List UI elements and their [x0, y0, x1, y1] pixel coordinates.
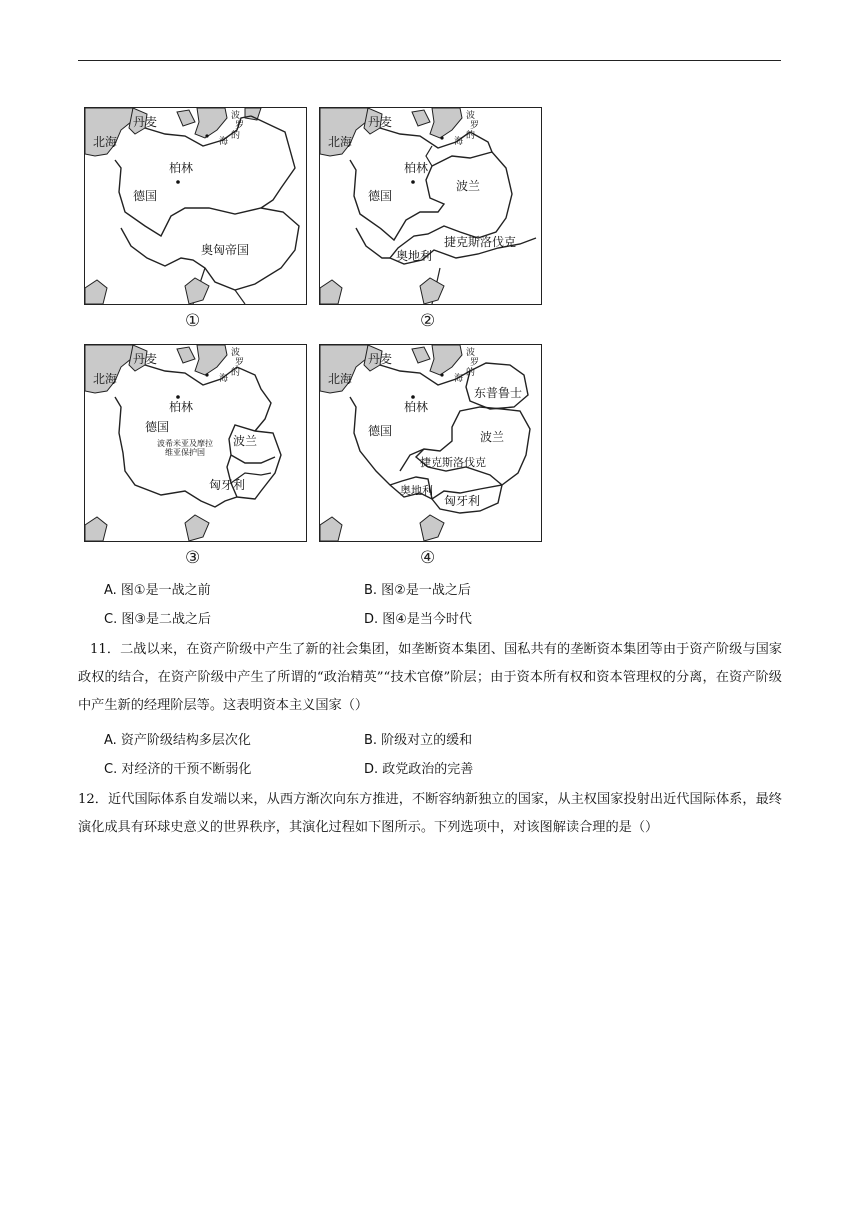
label-hungary: 匈牙利	[444, 494, 481, 508]
q11-option-d[interactable]: D. 政党政治的完善	[364, 762, 474, 777]
map-2	[319, 107, 542, 305]
label-germany: 德国	[368, 189, 393, 203]
label-denmark: 丹麦	[368, 115, 393, 129]
q11-option-a[interactable]: A. 资产阶级结构多层次化	[104, 733, 251, 748]
label-czechoslovakia: 捷克斯洛伐克	[420, 456, 486, 469]
label-protectorate: 波希米亚及摩拉维亚保护国	[157, 439, 213, 458]
label-north-sea: 北海	[328, 135, 353, 149]
label-baltic-1: 波	[466, 111, 476, 121]
label-berlin: 柏林	[169, 161, 194, 175]
map-4-drawing	[320, 345, 541, 541]
label-berlin: 柏林	[169, 400, 194, 414]
label-denmark: 丹麦	[133, 352, 158, 366]
label-baltic-3: 的	[466, 368, 476, 378]
label-baltic-1: 波	[231, 348, 241, 358]
label-baltic-1: 波	[466, 348, 476, 358]
map-1-caption: ①	[185, 311, 201, 331]
label-berlin: 柏林	[404, 400, 429, 414]
label-north-sea: 北海	[93, 372, 118, 386]
label-germany: 德国	[133, 189, 158, 203]
q12-stem: 12．近代国际体系自发端以来，从西方渐次向东方推进，不断容纳新独立的国家，从主权国家投射出近代国际体系，最终演化成具有环球史意义的世界秩序，其演化过程如下图所示。下列选项中，对该图解读合理的是（）	[78, 792, 782, 835]
label-germany: 德国	[368, 424, 393, 438]
label-north-sea: 北海	[93, 135, 118, 149]
map-1-drawing	[85, 108, 306, 304]
label-baltic-3: 的	[231, 131, 241, 141]
label-austria: 奥地利	[400, 484, 433, 497]
label-baltic-3: 的	[466, 131, 476, 141]
header-rule	[78, 60, 781, 61]
label-baltic-3: 的	[231, 368, 241, 378]
label-baltic-2: 罗	[235, 121, 245, 131]
label-hungary: 匈牙利	[209, 478, 246, 492]
label-germany: 德国	[145, 420, 170, 434]
map-2-drawing	[320, 108, 541, 304]
map-3	[84, 344, 307, 542]
q11-stem: 11．二战以来，在资产阶级中产生了新的社会集团，如垄断资本集团、国私共有的垄断资本集团等由于资产阶级与国家政权的结合，在资产阶级中产生了所谓的“政治精英”“技术官僚”阶层；由于资本所有权和资本管理权的分离，在资产阶级中产生新的经理阶层等。这表明资本主义国家（）	[78, 642, 782, 713]
label-denmark: 丹麦	[133, 115, 158, 129]
label-baltic-2: 罗	[470, 121, 480, 131]
map-figure-group	[84, 107, 540, 572]
label-denmark: 丹麦	[368, 352, 393, 366]
q10-option-a[interactable]: A. 图①是一战之前	[104, 583, 211, 598]
label-east-prussia: 东普鲁士	[474, 386, 523, 400]
label-poland: 波兰	[233, 434, 258, 448]
map-2-caption: ②	[420, 311, 436, 331]
q10-option-d[interactable]: D. 图④是当今时代	[364, 612, 472, 627]
q11-option-c[interactable]: C. 对经济的干预不断弱化	[104, 762, 252, 777]
label-poland: 波兰	[456, 179, 481, 193]
map-4	[319, 344, 542, 542]
label-austria-hungary: 奥匈帝国	[201, 243, 250, 257]
label-baltic-2: 罗	[235, 358, 245, 368]
label-poland: 波兰	[480, 430, 505, 444]
label-czechoslovakia: 捷克斯洛伐克	[444, 235, 517, 249]
label-baltic-4: 海	[219, 137, 229, 147]
label-baltic-4: 海	[454, 374, 464, 384]
q10-option-c[interactable]: C. 图③是二战之后	[104, 612, 211, 627]
q10-option-b[interactable]: B. 图②是一战之后	[364, 583, 471, 598]
label-north-sea: 北海	[328, 372, 353, 386]
map-4-caption: ④	[420, 548, 436, 568]
label-austria: 奥地利	[396, 249, 433, 263]
label-berlin: 柏林	[404, 161, 429, 175]
label-baltic-2: 罗	[470, 358, 480, 368]
label-baltic-1: 波	[231, 111, 241, 121]
map-3-caption: ③	[185, 548, 201, 568]
q11-option-b[interactable]: B. 阶级对立的缓和	[364, 733, 473, 748]
map-1	[84, 107, 307, 305]
label-baltic-4: 海	[219, 374, 229, 384]
label-baltic-4: 海	[454, 137, 464, 147]
